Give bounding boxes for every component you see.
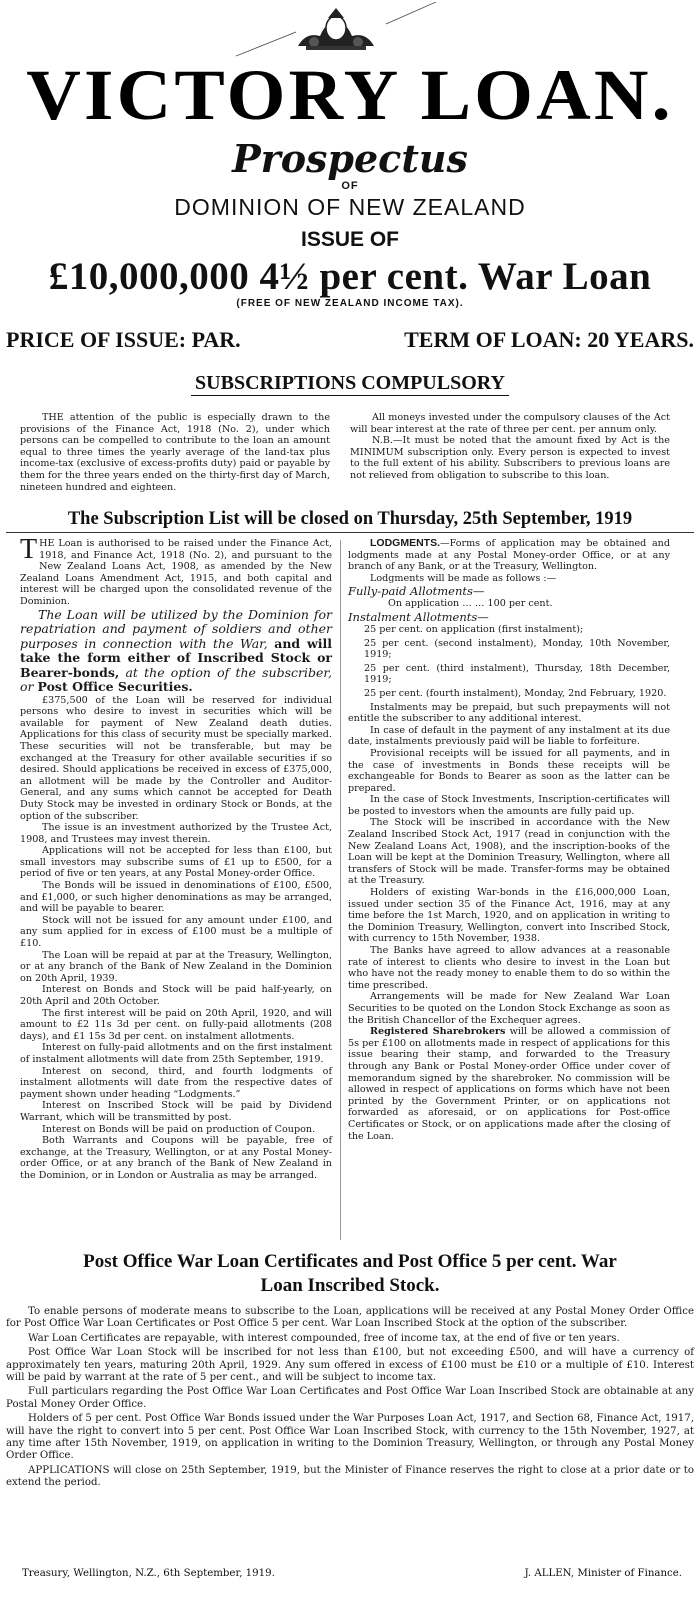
option-text: at the option of the subscriber, or (20, 664, 332, 695)
sharebrokers-heading: Registered Sharebrokers (370, 1026, 506, 1038)
lodgments-text: —Forms of application may be obtained and lodgments made at any Postal Money-order Office, or at any branch of any Bank, or at the Treasury, Wellington. (348, 538, 670, 573)
left-paragraph: The first interest will be paid on 20th April, 1920, and will amount to £2 11s 3d per cent. on fully-paid allotments (208 days), and £1 15s 3d per cent. on instalment allotments. (20, 1007, 332, 1042)
right-column (348, 538, 670, 1142)
instalment-heading: Instalment Allotments— (348, 609, 489, 624)
left-column (20, 534, 332, 1182)
left-paragraph: The Loan will be repaid at par at the Treasury, Wellington, or at any branch of the Bank of New Zealand in the Dominion on 20th April, 1939. (20, 949, 332, 984)
subscriptions-heading-text: SUBSCRIPTIONS COMPULSORY (191, 371, 509, 396)
issue-of-label: ISSUE OF (300, 228, 400, 251)
left-paragraph: Interest on Inscribed Stock will be paid by Dividend Warrant, which will be transmitted by post. (20, 1100, 332, 1123)
coat-of-arms-emblem (236, 2, 436, 58)
post-office-heading-line1: Post Office War Loan Certificates and Post Office 5 per cent. War (83, 1251, 617, 1272)
left-paragraph: Interest on fully-paid allotments and on the first instalment of instalment allotments will date from 25th September, 1919. (20, 1042, 332, 1065)
applications-close-paragraph: APPLICATIONS will close on 25th September, 1919, but the Minister of Finance reserves the right to close at a prior date or to extend the period. (6, 1464, 694, 1489)
right-paragraph: Arrangements will be made for New Zealand War Loan Securities to be quoted on the London Stock Exchange as soon as the British Chancellor of the Exchequer agrees. (348, 991, 670, 1026)
left-paragraph: The issue is an investment authorized by the Trustee Act, 1908, and Trustees may invest therein. (20, 822, 332, 845)
left-paragraph: Interest on Bonds and Stock will be paid half-yearly, on 20th April and 20th October. (20, 984, 332, 1007)
instalment-line: 25 per cent. (third instalment), Thursday, 18th December, 1919; (364, 662, 670, 686)
left-paragraph: £375,500 of the Loan will be reserved for individual persons who desire to invest in securities which will be available for payment of New Zealand death duties. Applications for this class of security must be specially marked. These securities will not be transferable, but may be exchanged at the Treasury for other available securities if so desired. Should applications be received in excess of £375,000, an allotment will be made by the Controller and Auditor-General, and any sums which cannot be accepted for Death Duty Stock may be invested in ordinary Stock or Bonds, at the option of the subscriber. (20, 694, 332, 822)
term-of-loan: TERM OF LOAN: 20 YEARS. (404, 327, 694, 352)
subscriptions-compulsory-heading (0, 371, 700, 396)
column-divider (340, 540, 341, 1240)
loan-purpose-paragraph (20, 608, 332, 695)
left-paragraph: Interest on Bonds will be paid on production of Coupon. (42, 1123, 316, 1135)
post-office-paragraph: Holders of 5 per cent. Post Office War Bonds issued under the War Purposes Loan Act, 1917, and Section 68, Finance Act, 1917, will have the right to convert into 5 per cent. Post Office War Loan Inscribed Stock, with currency to the 15th November, 1927, at any time after 15th November, 1919, on application in writing to the Dominion Treasury, Wellington, or through any Postal Money Order Office. (6, 1413, 694, 1462)
intro-paragraph: THE attention of the public is especially drawn to the provisions of the Finance Act, 1918 (No. 2), under which persons can be compelled to contribute to the loan an amount equal to three times the yearly average of the land-tax plus income-tax (exclusive of excess-profits duty) paid or payable by them for the three years ended on the thirty-first day of March, nineteen hundred and eighteen. (20, 412, 330, 493)
form-text: and will take the form either of Inscribed Stock or Bearer-bonds, (20, 635, 332, 680)
nb-paragraph: N.B.—It must be noted that the amount fixed by Act is the MINIMUM subscription only. Every person is expected to invest to the full extent of his ability. Subscribers to previous loans are not relieved from obligation to subscribe to this loan. (350, 435, 670, 481)
place-date: Treasury, Wellington, N.Z., 6th September, 1919. (22, 1568, 275, 1579)
post-office-paragraph: To enable persons of moderate means to subscribe to the Loan, applications will be received at any Postal Money Order Office for Post Office War Loan Certificates or Post Office 5 per cent. War Loan Inscribed Stock at the option of the subscriber. (6, 1306, 694, 1330)
instalment-line: 25 per cent. (second instalment), Monday, 10th November, 1919; (364, 637, 670, 661)
authorisation-paragraph (20, 534, 332, 608)
instalment-line: 25 per cent. (fourth instalment), Monday, 2nd February, 1920. (364, 687, 667, 699)
dominion-heading: DOMINION OF NEW ZEALAND (174, 194, 526, 220)
prospectus-heading: Prospectus (232, 136, 468, 181)
lodgments-paragraph (348, 538, 670, 573)
purpose-text: The Loan will be utilized by the Dominion for repatriation and payment of soldiers and other purposes in connection with the War, (20, 606, 332, 651)
post-office-heading (0, 1250, 700, 1298)
left-paragraph: Both Warrants and Coupons will be payable, free of exchange, at the Treasury, Wellington, or at any Postal Money-order Office, or at any branch of the Bank of New Zealand in the Dominion, or in London or Australia as may be arranged. (20, 1135, 332, 1181)
tax-free-note: (FREE OF NEW ZEALAND INCOME TAX). (236, 298, 464, 309)
sharebrokers-paragraph (348, 1026, 670, 1142)
right-paragraph: The Banks have agreed to allow advances at a reasonable rate of interest to clients who desire to invest in the Loan but who have not the ready money to enable them to do so within the time prescribed. (348, 945, 670, 991)
instalment-line: 25 per cent. on application (first instalment); (364, 623, 584, 635)
right-paragraph: In case of default in the payment of any instalment at its due date, instalments previously paid will be liable to forfeiture. (348, 724, 670, 748)
post-office-heading-line2: Loan Inscribed Stock. (260, 1275, 440, 1296)
of-label: OF (341, 180, 359, 192)
left-paragraph: The Bonds will be issued in denominations of £100, £500, and £1,000, or such higher denominations as may be arranged, and will be payable to bearer. (20, 880, 332, 915)
left-paragraph: Interest on second, third, and fourth lodgments of instalment allotments will date from the respective dates of payment shown under heading “Lodgments.” (20, 1065, 332, 1100)
fully-paid-heading: Fully-paid Allotments— (348, 584, 485, 599)
lodgments-made-line: Lodgments will be made as follows :— (370, 572, 557, 584)
signatory: J. ALLEN, Minister of Finance. (524, 1568, 682, 1579)
price-of-issue: PRICE OF ISSUE: PAR. (6, 327, 241, 352)
intro-left-column (20, 412, 330, 493)
left-paragraph: Stock will not be issued for any amount under £100, and any sum applied for in excess of £100 must be a multiple of £10. (20, 914, 332, 950)
post-office-paragraph: Full particulars regarding the Post Office War Loan Certificates and Post Office War Loan Inscribed Stock are obtainable at any Postal Money Order Office. (6, 1386, 694, 1410)
divider (6, 532, 694, 533)
drop-cap: T (20, 534, 38, 565)
right-paragraph: Holders of existing War-bonds in the £16,000,000 Loan, issued under section 35 of the Finance Act, 1916, may at any time before the 1st March, 1920, and on application in writing to the Dominion Treasury, Wellington, convert into Inscribed Stock, with currency to 15th November, 1938. (348, 887, 670, 945)
loan-amount-heading: £10,000,000 4½ per cent. War Loan (48, 255, 652, 298)
on-application-line: On application … … 100 per cent. (388, 598, 553, 610)
sharebrokers-text: will be allowed a commission of 5s per £100 on allotments made in respect of applications for this issue bearing their stamp, and forwarded to the Treasury through any Bank or Postal Money-order Office under cover of memorandum signed by the sharebroker. No commission will be allowed in respect of applications on forms which have not been printed by the Government Printer, or on applications not forwarded as aforesaid, or on applications for Post-office Certificates or Stock, or on applications made after the closing of the Loan. (348, 1026, 670, 1142)
right-paragraph: In the case of Stock Investments, Inscription-certificates will be posted to investors when the amounts are fully paid up. (348, 794, 670, 817)
compulsory-interest-paragraph: All moneys invested under the compulsory clauses of the Act will bear interest at the rate of three per cent. per annum only. (350, 412, 670, 435)
lodgments-heading: LODGMENTS. (370, 537, 440, 549)
post-office-section (6, 1306, 694, 1492)
right-paragraph: Provisional receipts will be issued for all payments, and in the case of investments in Bonds these receipts will be exchangeable for Bonds to Bearer as soon as the latter can be prepared. (348, 747, 670, 794)
right-paragraph: The Stock will be inscribed in accordance with the New Zealand Inscribed Stock Act, 1917 (read in conjunction with the New Zealand Loans Act, 1908), and the inscription-books of the Loan will be kept at the Dominion Treasury, Wellington, where all transfers of Stock will be made. Transfer-forms may be obtained at the Treasury. (348, 817, 670, 887)
post-office-paragraph: War Loan Certificates are repayable, with interest compounded, free of income tax, at the end of five or ten years. (28, 1332, 620, 1344)
main-title: VICTORY LOAN. (26, 55, 674, 135)
authorisation-text: HE Loan is authorised to be raised under the Finance Act, 1918, and Finance Act, 1918 (No. 2), and pursuant to the New Zealand Loans Act, 1908, as amended by the New Zealand Loans Amendment Act, 1915, and both capital and interest will be charged upon the consolidated revenue of the Dominion. (20, 538, 332, 607)
intro-right-column (350, 412, 670, 482)
right-paragraph: Instalments may be prepaid, but such prepayments will not entitle the subscriber to any additional interest. (348, 701, 670, 725)
closing-notice: The Subscription List will be closed on Thursday, 25th September, 1919 (67, 509, 633, 529)
post-office-paragraph: Post Office War Loan Stock will be inscribed for not less than £100, but not exceeding £500, and will have a currency of approximately ten years, maturing 20th April, 1929. Any sum offered in excess of £100 must be £10 or a multiple of £10. Interest will be paid by warrant at the rate of 5 per cent., and will be subject to income tax. (6, 1347, 694, 1384)
post-office-securities-text: Post Office Securities. (37, 679, 193, 695)
left-paragraph: Applications will not be accepted for less than £100, but small investors may subscribe sums of £1 up to £500, for a period of five or ten years, at any Postal Money-order Office. (20, 845, 332, 880)
